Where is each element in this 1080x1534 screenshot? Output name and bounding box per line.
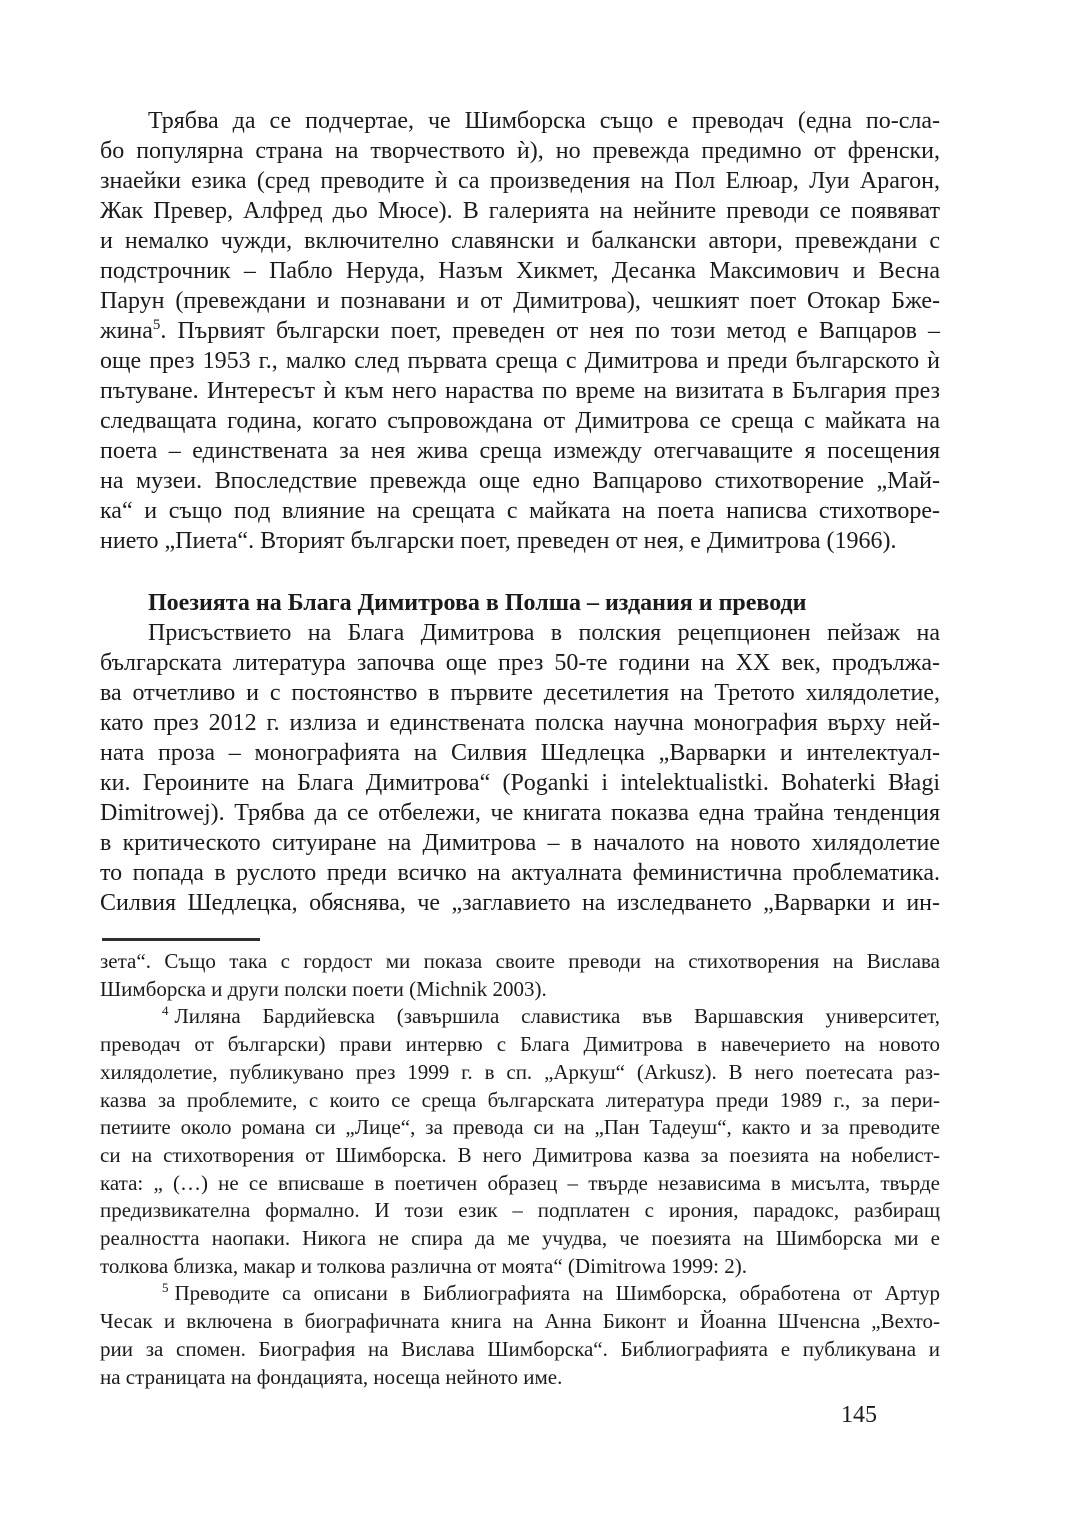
body-line: пътуване. Интересът ѝ към него нараства по време на визитата в България през: [100, 378, 940, 404]
body-line: като през 2012 г. излиза и единствената полска научна монография върху ней-: [100, 710, 940, 736]
body-line: ки. Героините на Блага Димитрова“ (Poganki i intelektualistki. Bohaterki Błagi: [100, 770, 940, 796]
footnote-line: ката: „ (…) не се вписваше в поетичен образец – твърде независима в мисълта, твърде: [100, 1170, 940, 1195]
footnote-line: Чесак и включена в биографичната книга на Анна Биконт и Йоанна Шченсна „Вехто-: [100, 1309, 940, 1334]
footnote-ref-5: 5: [152, 317, 161, 333]
footnote-marker-5: 5: [162, 1280, 169, 1296]
footnote-line: толкова близка, макар и толкова различна от моята“ (Dimitrowa 1999: 2).: [100, 1253, 747, 1278]
paragraph-szymborska-translator: [100, 106, 940, 556]
footnote-separator-rule: [102, 938, 260, 941]
body-line: следващата година, когато съпровождана от Димитрова се среща с майката на: [100, 408, 940, 434]
footnote-first-line: [100, 1280, 940, 1308]
body-line: и немалко чужди, включително славянски и балкански автори, превеждани с: [100, 228, 940, 254]
body-line: ва отчетливо и с постоянство в първите десетилетия на Третото хилядолетие,: [100, 680, 940, 706]
body-line: Силвия Шедлецка, обяснява, че „заглавието на изследването „Варварки и ин-: [100, 890, 940, 916]
footnote-line: предизвикателна формално. И този език – подплатен с ирония, парадокс, разбиращ: [100, 1198, 940, 1223]
body-line: в критическото ситуиране на Димитрова – в началото на новото хилядолетие: [100, 830, 940, 856]
body-line: поета – единствената за нея жива среща измежду отегчаващите я посещения: [100, 438, 940, 464]
body-text: . Първият български поет, преведен от нея по този метод е Вапцаров –: [160, 318, 940, 344]
footnote-line: петиите около романа си „Лице“, за превода си на „Пан Тадеуш“, както и за преводите: [100, 1115, 940, 1140]
body-line: Жак Превер, Алфред дьо Мюсе). В галерията на нейните преводи се появяват: [100, 198, 940, 224]
footnote-line: преводач от български) прави интервю с Блага Димитрова в навечерието на новото: [100, 1032, 940, 1057]
footnote-5: [100, 1280, 940, 1391]
footnotes-block: [100, 948, 940, 1391]
footnote-line: зета“. Също така с гордост ми показа своите преводи на стихотворения на Вислава: [100, 949, 940, 973]
footnote-line: на страницата на фондацията, носеща нейното име.: [100, 1364, 563, 1389]
body-line: ната проза – монографията на Силвия Шедлецка „Варварки и интелектуал-: [100, 740, 940, 766]
footnote-first-line: [100, 1003, 940, 1031]
footnote-marker-4: 4: [162, 1003, 169, 1019]
footnote-text: Лиляна Бардийевска (завършила славистика във Варшавския университет,: [174, 1004, 940, 1029]
section-heading: Поезията на Блага Димитрова в Полша – издания и преводи: [148, 590, 807, 616]
footnote-text: Преводите са описани в Библиографията на Шимборска, обработена от Артур: [174, 1281, 940, 1306]
footnote-3-continuation: [100, 948, 940, 1003]
main-text-block: [100, 106, 940, 918]
body-line: Dimitrowej). Трябва да се отбележи, че книгата показва една трайна тенденция: [100, 800, 940, 826]
body-line: то попада в руслото преди всичко на актуалната феминистична проблематика.: [100, 860, 940, 886]
body-line: ка“ и също под влияние на срещата с майката на поета написва стихотворе-: [100, 498, 940, 524]
body-line: знаейки езика (сред преводите ѝ са произведения на Пол Елюар, Луи Арагон,: [100, 168, 940, 194]
body-text: жина: [100, 318, 153, 344]
body-line: още през 1953 г., малко след първата среща с Димитрова и преди българското ѝ: [100, 348, 940, 374]
body-line: бо популярна страна на творчеството ѝ), но превежда предимно от френски,: [100, 138, 940, 164]
body-line: Трябва да се подчертае, че Шимборска също е преводач (една по-сла-: [148, 108, 940, 134]
body-line: Парун (превеждани и познавани и от Димитрова), чешкият поет Отокар Бже-: [100, 288, 940, 314]
footnote-line: хилядолетие, публикувано през 1999 г. в сп. „Аркуш“ (Arkusz). В него поетесата раз-: [100, 1059, 940, 1084]
body-line: българската литература започва още през 50-те години на ХХ век, продължа-: [100, 650, 940, 676]
body-line: нието „Пиета“. Вторият български поет, преведен от нея, е Димитрова (1966).: [100, 528, 897, 554]
footnote-line: си на стихотворения от Шимборска. В него Димитрова казва за поезията на нобелист-: [100, 1142, 940, 1167]
footnote-line: рии за спомен. Биография на Вислава Шимборска“. Библиографията е публикувана и: [100, 1336, 940, 1361]
page-number: 145: [841, 1402, 877, 1428]
footnote-4: [100, 1003, 940, 1280]
footnote-line: реалността наопаки. Никога не спира да ме учудва, че поезията на Шимборска ми е: [100, 1226, 940, 1251]
body-line: подстрочник – Пабло Неруда, Назъм Хикмет, Десанка Максимович и Весна: [100, 258, 940, 284]
footnote-line: Шимборска и други полски поети (Michnik 2003).: [100, 976, 547, 1001]
paragraph-dimitrova-in-poland: [100, 618, 940, 918]
footnote-line: казва за проблемите, с които се среща българската литература преди 1989 г., за пери-: [100, 1087, 940, 1112]
body-line-with-footnote-ref: [100, 316, 940, 346]
body-line: на музеи. Впоследствие превежда още едно Вапцарово стихотворение „Май-: [100, 468, 940, 494]
body-line: Присъствието на Блага Димитрова в полския рецепционен пейзаж на: [148, 620, 940, 646]
